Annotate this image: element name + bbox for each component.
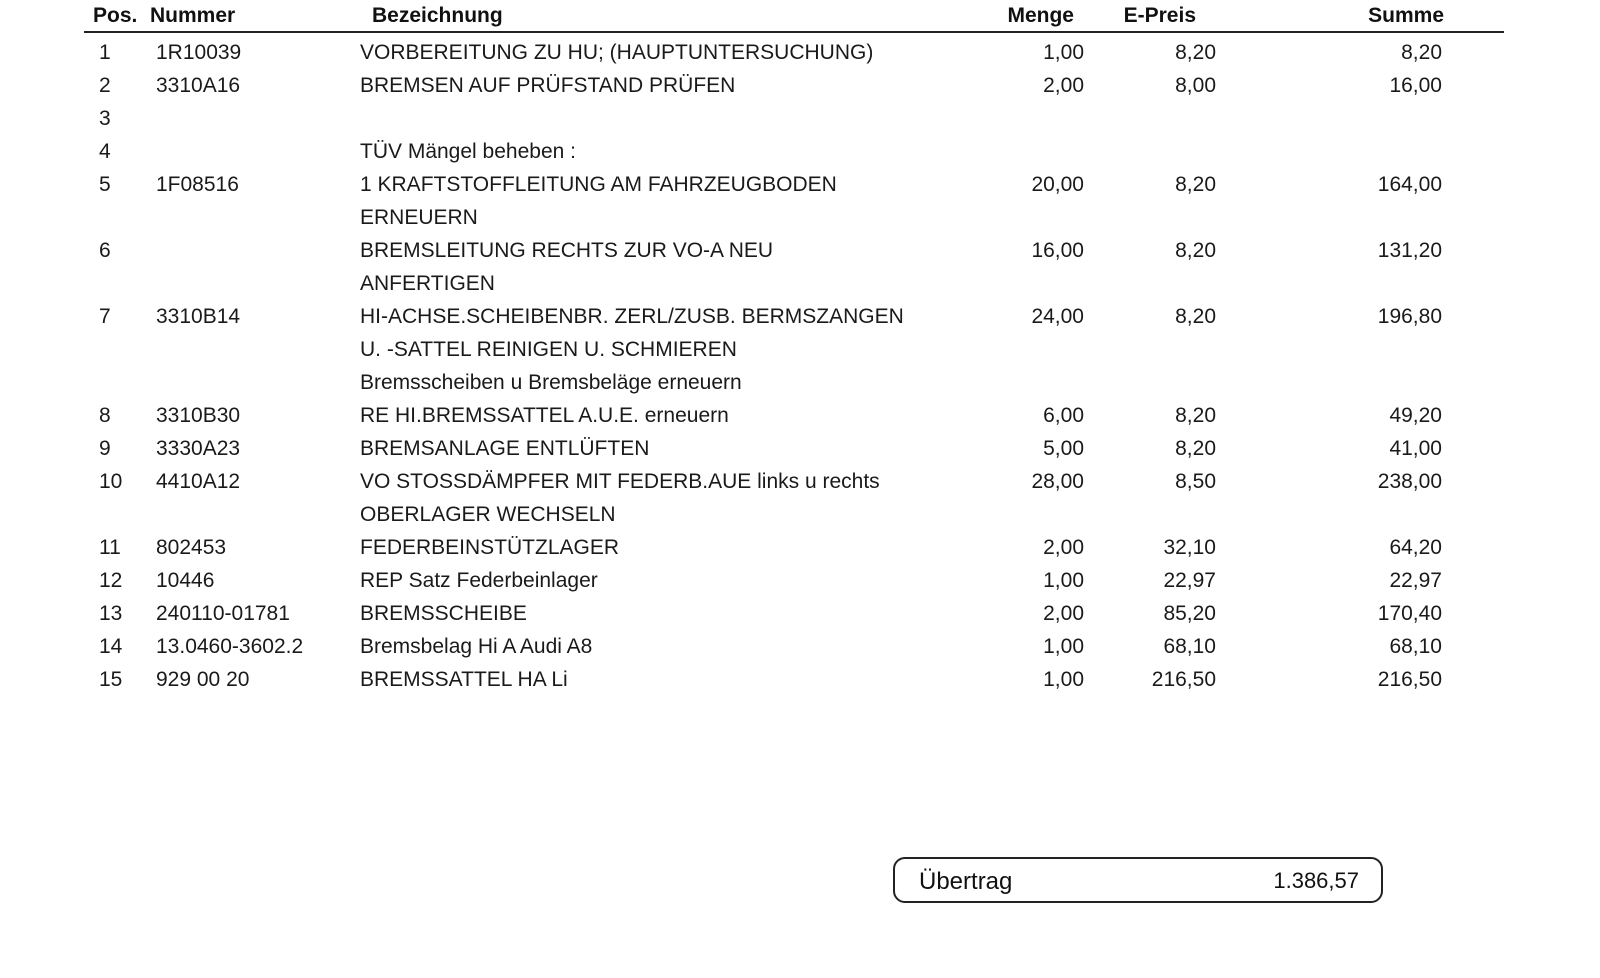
cell-pos: 7 <box>99 305 111 328</box>
cell-menge: 1,00 <box>1043 569 1084 592</box>
description-line: OBERLAGER WECHSELN <box>360 503 616 526</box>
cell-epreis: 68,10 <box>1163 635 1216 658</box>
description-line: Bremsscheiben u Bremsbeläge erneuern <box>360 371 742 394</box>
cell-epreis: 8,20 <box>1175 305 1216 328</box>
cell-pos: 1 <box>99 41 111 64</box>
cell-summe: 49,20 <box>1389 404 1442 427</box>
cell-menge: 24,00 <box>1031 305 1084 328</box>
cell-bezeichnung <box>360 399 729 432</box>
table-row <box>0 69 1600 102</box>
cell-epreis: 8,20 <box>1175 239 1216 262</box>
description-line: ANFERTIGEN <box>360 272 495 295</box>
description-line: VO STOSSDÄMPFER MIT FEDERB.AUE links u rechts <box>360 470 880 493</box>
cell-nummer: 1R10039 <box>156 41 242 64</box>
cell-menge: 5,00 <box>1043 437 1084 460</box>
cell-epreis: 8,20 <box>1175 41 1216 64</box>
cell-epreis: 8,20 <box>1175 404 1216 427</box>
cell-pos: 11 <box>99 536 121 559</box>
cell-epreis: 216,50 <box>1151 668 1216 691</box>
cell-summe: 170,40 <box>1377 602 1442 625</box>
carryover-box <box>893 857 1383 903</box>
cell-bezeichnung <box>360 630 592 663</box>
table-row <box>0 168 1600 234</box>
description-line: BREMSLEITUNG RECHTS ZUR VO-A NEU <box>360 239 774 262</box>
description-line: BREMSSATTEL HA Li <box>360 668 568 691</box>
description-line: TÜV Mängel beheben : <box>360 140 576 163</box>
cell-pos: 10 <box>99 470 123 493</box>
cell-pos: 14 <box>99 635 123 658</box>
table-row <box>0 102 1600 135</box>
description-line: BREMSEN AUF PRÜFSTAND PRÜFEN <box>360 74 736 97</box>
cell-summe: 8,20 <box>1401 41 1442 64</box>
description-line: 1 KRAFTSTOFFLEITUNG AM FAHRZEUGBODEN <box>360 173 837 196</box>
cell-nummer: 4410A12 <box>156 470 241 493</box>
cell-pos: 12 <box>99 569 123 592</box>
cell-summe: 196,80 <box>1377 305 1442 328</box>
header-divider <box>84 31 1504 33</box>
header-pos: Pos. <box>93 4 138 27</box>
table-row <box>0 234 1600 300</box>
cell-nummer: 3310B30 <box>156 404 241 427</box>
cell-menge: 20,00 <box>1031 173 1084 196</box>
cell-bezeichnung <box>360 69 735 102</box>
cell-summe: 216,50 <box>1377 668 1442 691</box>
header-summe: Summe <box>1368 4 1444 27</box>
cell-summe: 68,10 <box>1389 635 1442 658</box>
cell-summe: 41,00 <box>1389 437 1442 460</box>
cell-bezeichnung <box>360 36 873 69</box>
table-row <box>0 300 1600 399</box>
cell-pos: 2 <box>99 74 111 97</box>
description-line: ERNEUERN <box>360 206 478 229</box>
description-line: VORBEREITUNG ZU HU; (HAUPTUNTERSUCHUNG) <box>360 41 874 64</box>
table-row <box>0 597 1600 630</box>
description-line: U. -SATTEL REINIGEN U. SCHMIEREN <box>360 338 737 361</box>
description-line: FEDERBEINSTÜTZLAGER <box>360 536 620 559</box>
table-row <box>0 663 1600 696</box>
cell-nummer: 10446 <box>156 569 215 592</box>
cell-pos: 3 <box>99 107 111 130</box>
cell-bezeichnung <box>360 663 568 696</box>
table-row <box>0 135 1600 168</box>
carryover-value: 1.386,57 <box>1273 868 1359 893</box>
cell-menge: 1,00 <box>1043 41 1084 64</box>
table-row <box>0 36 1600 69</box>
cell-pos: 15 <box>99 668 123 691</box>
header-nummer: Nummer <box>150 4 236 27</box>
cell-menge: 2,00 <box>1043 536 1084 559</box>
cell-bezeichnung <box>360 168 837 234</box>
header-menge: Menge <box>1007 4 1074 27</box>
cell-menge: 16,00 <box>1031 239 1084 262</box>
line-items-table <box>0 36 1600 696</box>
table-row <box>0 399 1600 432</box>
table-row <box>0 564 1600 597</box>
cell-epreis: 8,50 <box>1175 470 1216 493</box>
cell-summe: 16,00 <box>1389 74 1442 97</box>
cell-menge: 1,00 <box>1043 668 1084 691</box>
cell-summe: 22,97 <box>1389 569 1442 592</box>
cell-nummer: 240110-01781 <box>156 602 290 625</box>
cell-epreis: 8,00 <box>1175 74 1216 97</box>
cell-epreis: 8,20 <box>1175 173 1216 196</box>
cell-bezeichnung <box>360 465 880 531</box>
description-line: REP Satz Federbeinlager <box>360 569 598 592</box>
cell-bezeichnung <box>360 135 576 168</box>
description-line: BREMSANLAGE ENTLÜFTEN <box>360 437 650 460</box>
cell-menge: 28,00 <box>1031 470 1084 493</box>
cell-menge: 1,00 <box>1043 635 1084 658</box>
cell-nummer: 929 00 20 <box>156 668 250 691</box>
cell-summe: 238,00 <box>1377 470 1442 493</box>
cell-epreis: 32,10 <box>1163 536 1216 559</box>
carryover-label: Übertrag <box>919 868 1013 895</box>
cell-menge: 6,00 <box>1043 404 1084 427</box>
cell-epreis: 22,97 <box>1163 569 1216 592</box>
cell-epreis: 85,20 <box>1163 602 1216 625</box>
table-row <box>0 432 1600 465</box>
cell-nummer: 3310B14 <box>156 305 241 328</box>
table-row <box>0 531 1600 564</box>
cell-menge: 2,00 <box>1043 74 1084 97</box>
description-line: BREMSSCHEIBE <box>360 602 527 625</box>
cell-nummer: 13.0460-3602.2 <box>156 635 304 658</box>
header-epreis: E-Preis <box>1123 4 1196 27</box>
cell-bezeichnung <box>360 234 773 300</box>
cell-bezeichnung <box>360 300 904 399</box>
cell-pos: 4 <box>99 140 111 163</box>
cell-pos: 6 <box>99 239 111 262</box>
cell-summe: 131,20 <box>1377 239 1442 262</box>
description-line: RE HI.BREMSSATTEL A.U.E. erneuern <box>360 404 729 427</box>
cell-menge: 2,00 <box>1043 602 1084 625</box>
table-row <box>0 630 1600 663</box>
cell-pos: 13 <box>99 602 123 625</box>
cell-nummer: 3310A16 <box>156 74 241 97</box>
description-line: HI-ACHSE.SCHEIBENBR. ZERL/ZUSB. BERMSZANGEN <box>360 305 904 328</box>
description-line: Bremsbelag Hi A Audi A8 <box>360 635 593 658</box>
cell-nummer: 802453 <box>156 536 227 559</box>
cell-bezeichnung <box>360 531 619 564</box>
cell-epreis: 8,20 <box>1175 437 1216 460</box>
table-row <box>0 465 1600 531</box>
cell-pos: 8 <box>99 404 111 427</box>
cell-nummer: 3330A23 <box>156 437 241 460</box>
cell-summe: 64,20 <box>1389 536 1442 559</box>
cell-pos: 5 <box>99 173 111 196</box>
cell-nummer: 1F08516 <box>156 173 239 196</box>
cell-bezeichnung <box>360 564 598 597</box>
header-bezeichnung: Bezeichnung <box>372 4 503 27</box>
cell-summe: 164,00 <box>1377 173 1442 196</box>
cell-pos: 9 <box>99 437 111 460</box>
cell-bezeichnung <box>360 597 527 630</box>
cell-bezeichnung <box>360 432 649 465</box>
